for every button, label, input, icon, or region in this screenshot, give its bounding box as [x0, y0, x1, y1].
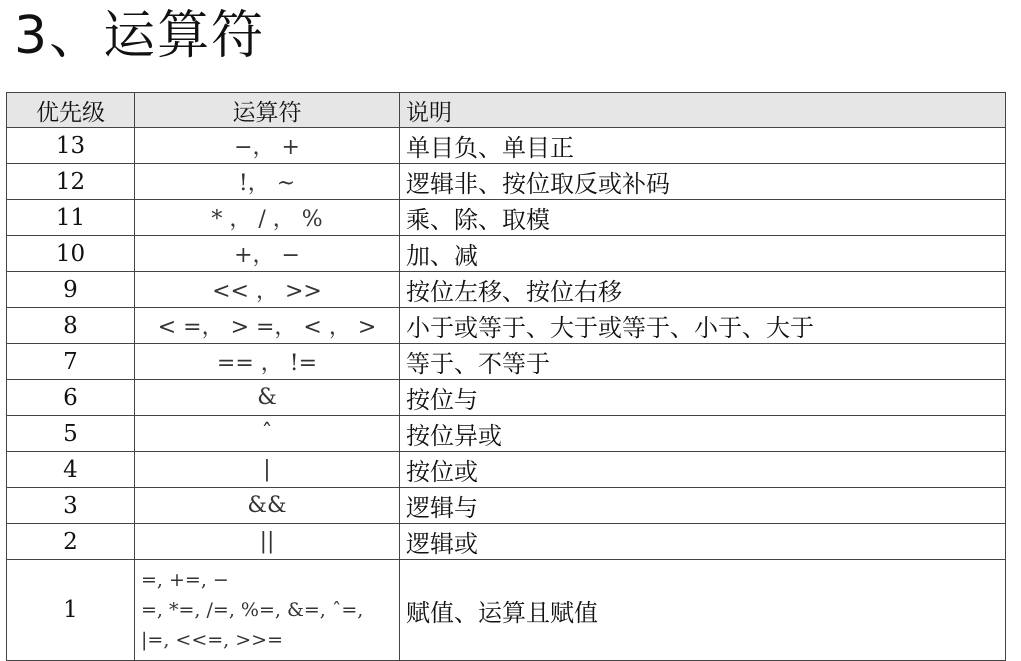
operator-cell: +， − — [135, 236, 400, 272]
table-row — [7, 488, 1006, 524]
operator-cell: !， ~ — [135, 164, 400, 200]
operator-cell: −， + — [135, 128, 400, 164]
header-priority: 优先级 — [7, 93, 135, 128]
operator-cell: | — [135, 452, 400, 488]
operator-cell: == ， != — [135, 344, 400, 380]
operator-cell: * ， / ， % — [135, 200, 400, 236]
table-row — [7, 452, 1006, 488]
table-header-row — [7, 93, 1006, 128]
description-cell: 按位左移、按位右移 — [400, 272, 1006, 308]
description-cell: 赋值、运算且赋值 — [400, 560, 1006, 661]
table-row — [7, 200, 1006, 236]
description-cell: 单目负、单目正 — [400, 128, 1006, 164]
priority-cell: 1 — [7, 560, 135, 661]
description-cell: 加、减 — [400, 236, 1006, 272]
table-row — [7, 524, 1006, 560]
table-row — [7, 416, 1006, 452]
operator-precedence-table — [6, 92, 1006, 661]
table-row — [7, 128, 1006, 164]
operator-cell: < =， > =， < ， > — [135, 308, 400, 344]
table-row — [7, 560, 1006, 661]
description-cell: 乘、除、取模 — [400, 200, 1006, 236]
priority-cell: 6 — [7, 380, 135, 416]
table-row — [7, 164, 1006, 200]
table-row — [7, 236, 1006, 272]
priority-cell: 9 — [7, 272, 135, 308]
page-title: 3、运算符 — [14, 6, 266, 66]
operator-cell: && — [135, 488, 400, 524]
priority-cell: 3 — [7, 488, 135, 524]
description-cell: 按位异或 — [400, 416, 1006, 452]
header-operator: 运算符 — [135, 93, 400, 128]
priority-cell: 12 — [7, 164, 135, 200]
operator-cell: || — [135, 524, 400, 560]
operator-line: |=, <<=, >>= — [141, 629, 283, 651]
description-cell: 小于或等于、大于或等于、小于、大于 — [400, 308, 1006, 344]
priority-cell: 8 — [7, 308, 135, 344]
header-description: 说明 — [400, 93, 1006, 128]
priority-cell: 2 — [7, 524, 135, 560]
description-cell: 逻辑非、按位取反或补码 — [400, 164, 1006, 200]
priority-cell: 4 — [7, 452, 135, 488]
operator-line: =, *=, /=, %=, &=, ˆ=, — [141, 599, 364, 621]
priority-cell: 11 — [7, 200, 135, 236]
description-cell: 等于、不等于 — [400, 344, 1006, 380]
operator-line: =, +=, − — [141, 569, 229, 591]
table-row — [7, 308, 1006, 344]
description-cell: 按位或 — [400, 452, 1006, 488]
operator-cell: << ， >> — [135, 272, 400, 308]
priority-cell: 13 — [7, 128, 135, 164]
table-row — [7, 344, 1006, 380]
operator-cell: & — [135, 380, 400, 416]
priority-cell: 10 — [7, 236, 135, 272]
table-row — [7, 272, 1006, 308]
description-cell: 逻辑或 — [400, 524, 1006, 560]
description-cell: 逻辑与 — [400, 488, 1006, 524]
priority-cell: 5 — [7, 416, 135, 452]
operator-cell — [135, 560, 400, 661]
table-row — [7, 380, 1006, 416]
description-cell: 按位与 — [400, 380, 1006, 416]
operator-cell: ˆ — [135, 416, 400, 452]
priority-cell: 7 — [7, 344, 135, 380]
